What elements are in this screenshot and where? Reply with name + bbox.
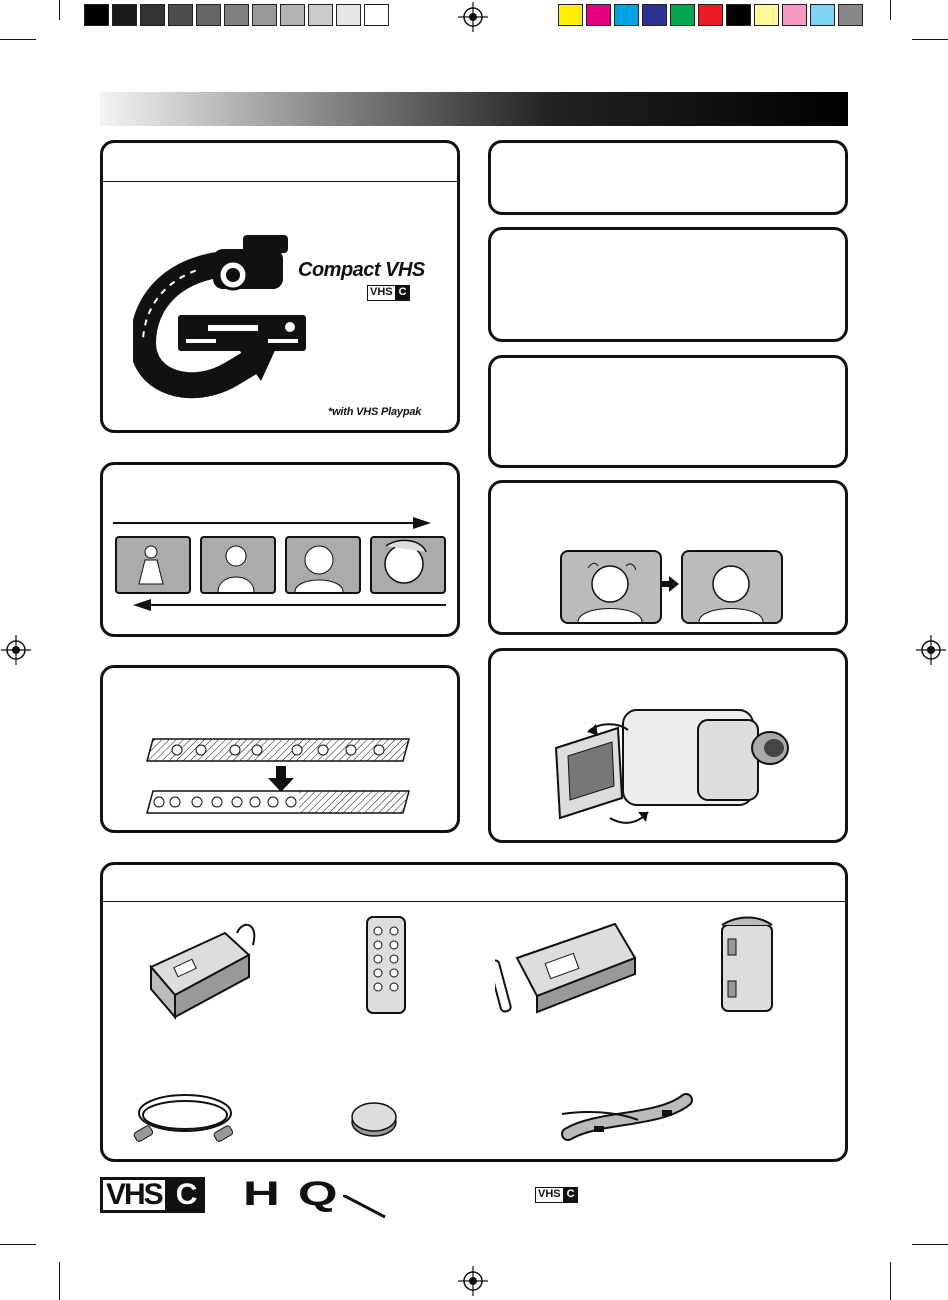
stabilizer-panel <box>488 480 848 635</box>
crop-mark <box>912 1244 948 1245</box>
panel-divider <box>103 901 845 902</box>
gray-swatch <box>280 4 305 26</box>
crop-mark <box>0 1244 36 1245</box>
stable-image-frame <box>681 550 783 624</box>
lithium-battery-icon <box>350 1100 398 1140</box>
crop-mark <box>59 1262 60 1300</box>
empty-panel-2 <box>488 227 848 342</box>
gray-swatch <box>84 4 109 26</box>
gray-swatch <box>112 4 137 26</box>
gray-swatch <box>252 4 277 26</box>
playpak-caption: *with VHS Playpak <box>328 406 422 418</box>
vhsc-badge-left: VHS <box>367 285 396 301</box>
hq-logo-text: HQ <box>243 1175 356 1213</box>
empty-panel-3 <box>488 355 848 468</box>
aa-battery-icon <box>495 960 512 1013</box>
header-gradient-bar <box>100 92 848 126</box>
color-swatch <box>838 4 863 26</box>
vhsc-logo-left: VHS <box>100 1177 168 1213</box>
gray-swatch <box>308 4 333 26</box>
color-swatch <box>614 4 639 26</box>
hq-logo <box>243 1177 388 1219</box>
ac-adapter-icon <box>145 915 260 1025</box>
vhsc-logo <box>100 1177 205 1213</box>
compact-vhs-panel <box>100 140 460 433</box>
shaky-image-frame <box>560 550 662 624</box>
arrow-right-icon <box>661 576 679 592</box>
registration-mark-icon <box>458 2 488 32</box>
gray-swatch <box>224 4 249 26</box>
vhsc-small-logo <box>535 1187 578 1203</box>
av-cable-icon <box>133 1085 241 1153</box>
arrow-right-icon <box>113 515 433 531</box>
color-swatch <box>698 4 723 26</box>
arrow-down-icon <box>268 766 294 792</box>
vhsc-logo-right: C <box>168 1177 206 1213</box>
crop-mark <box>59 0 60 20</box>
vhsc-small-right: C <box>564 1187 578 1203</box>
empty-panel-1 <box>488 140 848 215</box>
crop-mark <box>0 39 36 40</box>
shoulder-strap-icon <box>558 1092 693 1150</box>
battery-pack-icon <box>718 915 778 1015</box>
panel-divider <box>103 181 457 182</box>
crop-mark <box>890 0 891 20</box>
vhsc-badge-right: C <box>396 285 410 301</box>
gray-swatch <box>364 4 389 26</box>
arrow-left-icon <box>133 597 446 613</box>
registration-mark-icon <box>458 1266 488 1296</box>
crop-mark <box>912 39 948 40</box>
camcorder-icon <box>548 700 798 830</box>
color-swatch <box>586 4 611 26</box>
color-swatch <box>754 4 779 26</box>
gray-swatch <box>168 4 193 26</box>
crop-mark <box>890 1262 891 1300</box>
gray-swatch <box>336 4 361 26</box>
vcr-icon <box>178 311 308 355</box>
remote-control-icon <box>365 915 407 1015</box>
color-swatch <box>670 4 695 26</box>
gray-swatch <box>196 4 221 26</box>
color-swatch <box>642 4 667 26</box>
color-swatch <box>726 4 751 26</box>
zoom-frame-1 <box>115 536 191 594</box>
gray-swatch <box>140 4 165 26</box>
camcorder-icon <box>193 231 303 301</box>
registration-mark-icon <box>1 635 31 665</box>
vhsc-badge <box>367 285 410 301</box>
zoom-frame-4 <box>370 536 446 594</box>
vhsc-small-left: VHS <box>535 1187 564 1203</box>
registration-mark-icon <box>916 635 946 665</box>
color-swatch <box>558 4 583 26</box>
color-swatch <box>810 4 835 26</box>
cassette-adapter-icon <box>495 918 640 1018</box>
zoom-frame-2 <box>200 536 276 594</box>
zoom-frame-3 <box>285 536 361 594</box>
color-swatch <box>782 4 807 26</box>
compact-vhs-logo: Compact VHS <box>298 259 425 281</box>
